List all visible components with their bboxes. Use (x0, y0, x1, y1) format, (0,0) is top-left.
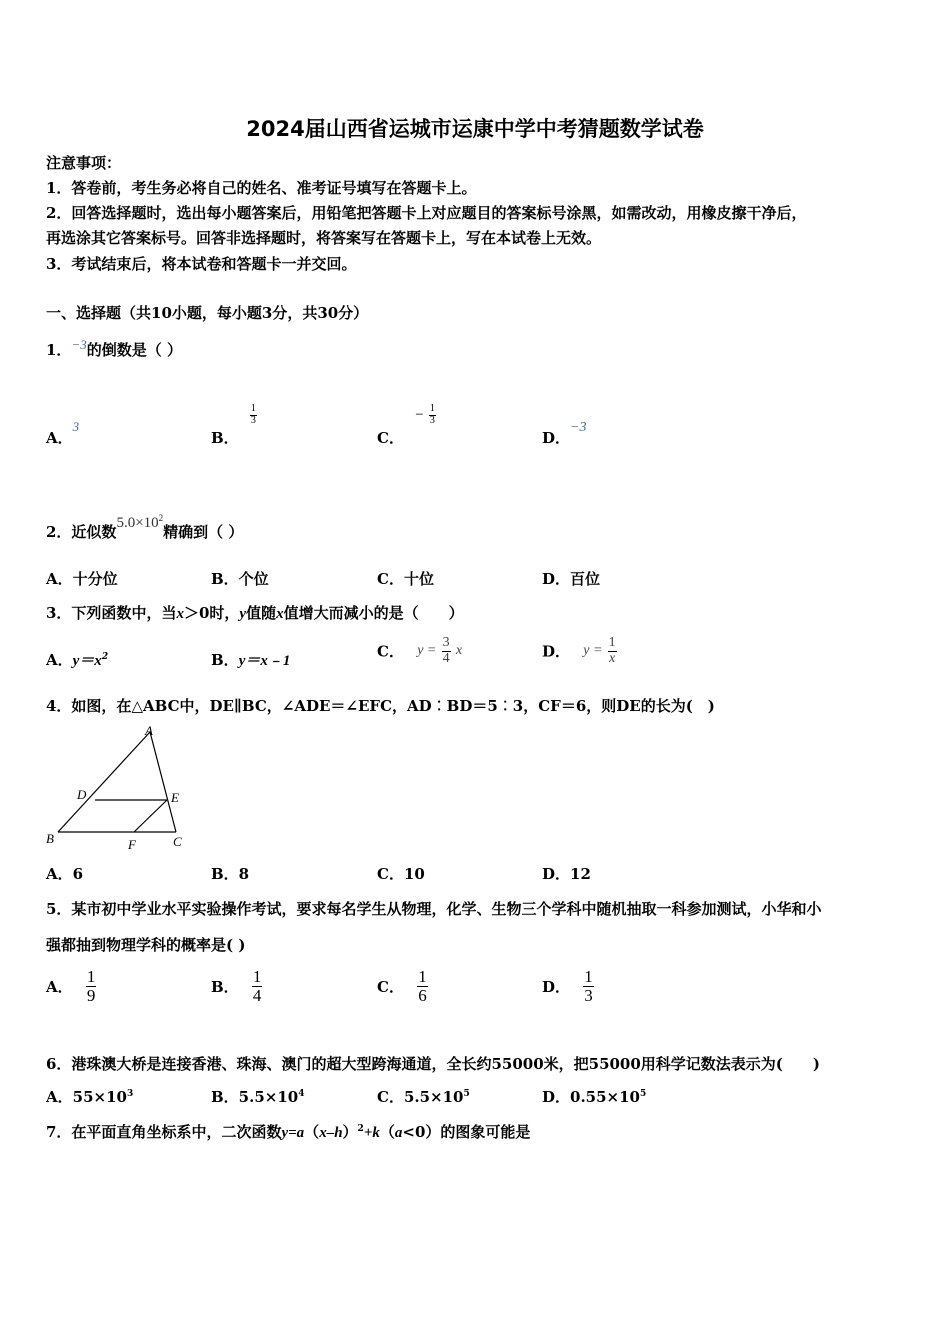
q2-option-b[interactable]: B．个位 (211, 570, 269, 588)
q1-expr: −3 (71, 337, 87, 352)
q6-b-label: B．5.5×10 (211, 1088, 299, 1106)
q3-c-num: 3 (442, 635, 450, 650)
q5-c-num: 1 (418, 967, 427, 986)
q6-option-d[interactable] (542, 1086, 646, 1107)
notice-line-1: 1．答卷前，考生务必将自己的姓名、准考证号填写在答题卡上。 (46, 179, 477, 197)
notice-line-3: 3．考试结束后，将本试卷和答题卡一并交回。 (46, 255, 357, 273)
q5-a-fraction (86, 968, 97, 1005)
question-5-line-1: 5．某市初中学业水平实验操作考试，要求每名学生从物理，化学、生物三个学科中随机抽取一科参加测试，小华和小 (46, 900, 822, 918)
q7-expr-1: y=a (281, 1125, 305, 1141)
question-3 (46, 602, 464, 623)
q6-option-a[interactable] (46, 1086, 133, 1107)
q6-option-b[interactable] (211, 1086, 304, 1107)
question-7 (46, 1121, 530, 1142)
q1-c-sign: − (415, 407, 424, 423)
q4-option-c[interactable]: C．10 (377, 865, 425, 883)
q3-option-c[interactable] (377, 636, 462, 666)
label-a: A (145, 723, 153, 738)
q2-option-d[interactable]: D．百位 (542, 570, 601, 588)
q2-expr (116, 515, 163, 531)
q1-option-a[interactable] (46, 419, 80, 448)
q5-b-label: B． (211, 977, 239, 996)
q6-c-label: C．5.5×10 (377, 1088, 464, 1106)
q3-option-d[interactable] (542, 636, 617, 666)
q3-y-1: y (239, 606, 247, 622)
q5-c-den: 6 (418, 985, 427, 1005)
q1-option-b[interactable] (211, 403, 256, 450)
q1-b-num: 1 (250, 403, 256, 414)
label-e: E (171, 790, 179, 805)
q1-c-den: 3 (429, 414, 435, 426)
q7-expr-4: a (394, 1125, 403, 1141)
q1-d-value: −3 (570, 420, 587, 435)
q2-expr-exp: 2 (158, 513, 164, 523)
q6-d-exp: 5 (639, 1089, 647, 1099)
q5-a-den: 9 (86, 985, 96, 1005)
q6-a-exp: 3 (126, 1089, 134, 1099)
q5-b-fraction (252, 968, 263, 1005)
q1-c-label: C． (377, 429, 404, 447)
q5-d-label: D． (542, 977, 571, 996)
question-6: 6．港珠澳大桥是连接香港、珠海、澳门的超大型跨海通道，全长约55000米，把55000用科学记数法表示为( ) (46, 1055, 821, 1073)
q2-option-a[interactable]: A．十分位 (46, 570, 118, 588)
label-f: F (128, 837, 136, 852)
question-5-line-2: 强都抽到物理学科的概率是( ) (46, 936, 246, 954)
q1-b-fraction (250, 404, 257, 426)
label-b: B (46, 831, 54, 846)
question-1 (46, 339, 182, 360)
q1-b-den: 3 (250, 414, 256, 426)
q3-c-den: 4 (442, 650, 450, 666)
notice-line-2a: 2．回答选择题时，选出每小题答案后，用铅笔把答题卡上对应题目的答案标号涂黑，如需改动，用橡皮擦干净后， (46, 204, 807, 222)
q1-option-c[interactable] (377, 403, 435, 450)
q1-option-d[interactable] (542, 420, 587, 448)
question-2 (46, 513, 244, 542)
q2-prefix: 2．近似数 (46, 523, 117, 541)
q4-option-a[interactable]: A．6 (46, 865, 84, 883)
q3-a-expr: y＝x (72, 653, 102, 669)
q3-a-exp: 2 (101, 652, 109, 662)
q6-b-exp: 4 (298, 1089, 305, 1099)
q5-b-num: 1 (252, 967, 262, 986)
q3-c-fraction (442, 636, 451, 666)
q3-c-label: C． (377, 642, 404, 661)
q3-d-num: 1 (608, 635, 616, 650)
q3-c-var: x (455, 643, 463, 659)
q1-d-label: D． (542, 429, 571, 447)
q3-a-label: A． (46, 651, 73, 669)
q7-expr-2: x–h (319, 1125, 343, 1141)
q2-expr-base: 5.0×10 (116, 515, 159, 531)
q3-text-2: ＞0时， (183, 604, 240, 622)
q3-x-2: x (276, 606, 284, 622)
q1-a-label: A． (46, 429, 73, 447)
q2-suffix: 精确到（ ） (163, 523, 244, 541)
q3-option-b[interactable] (211, 649, 290, 670)
q3-b-label: B． (211, 651, 239, 669)
q5-d-num: 1 (584, 967, 593, 986)
notice-line-2b: 再选涂其它答案标号。回答非选择题时，将答案写在答题卡上，写在本试卷上无效。 (46, 229, 602, 247)
q5-option-d[interactable] (542, 968, 594, 1005)
q3-d-label: D． (542, 642, 571, 661)
page-title: 2024届山西省运城市运康中学中考猜题数学试卷 (246, 117, 704, 141)
q3-text-3: 值随 (246, 604, 277, 622)
q5-a-label: A． (46, 977, 73, 996)
q3-option-a[interactable] (46, 649, 108, 670)
label-c: C (173, 834, 182, 849)
q1-b-label: B． (211, 429, 239, 447)
q3-text-1: 3．下列函数中，当 (46, 604, 177, 622)
q7-expr-3: +k (363, 1125, 380, 1141)
q6-d-label: D．0.55×10 (542, 1088, 640, 1106)
q1-prefix: 1． (46, 341, 72, 359)
q4-option-b[interactable]: B．8 (211, 865, 250, 883)
q7-text-1: 7．在平面直角坐标系中，二次函数 (46, 1123, 282, 1141)
q3-text-4: 值增大而减小的是（ ） (283, 604, 464, 622)
q5-c-label: C． (377, 977, 404, 996)
q4-option-d[interactable]: D．12 (542, 865, 591, 883)
q5-option-c[interactable] (377, 968, 428, 1005)
q3-d-lhs: y = (583, 643, 603, 659)
label-d: D (77, 787, 87, 802)
q3-d-fraction (608, 636, 617, 666)
q3-x-1: x (176, 606, 184, 622)
q3-d-den: x (609, 650, 616, 666)
notice-heading: 注意事项： (46, 154, 122, 172)
q6-c-exp: 5 (463, 1089, 470, 1099)
q1-c-num: 1 (429, 403, 435, 414)
q7-text-5: <0）的图象可能是 (402, 1123, 531, 1141)
q3-c-lhs: y = (417, 643, 437, 659)
q7-text-3: ） (342, 1123, 358, 1141)
q7-exp: 2 (357, 1124, 364, 1134)
q5-b-den: 4 (252, 985, 262, 1005)
q5-a-num: 1 (86, 967, 96, 986)
q3-b-expr: y＝x﹣1 (238, 653, 291, 669)
triangle-figure (40, 722, 200, 854)
q1-a-value: 3 (72, 419, 80, 434)
q2-option-c[interactable]: C．十位 (377, 570, 434, 588)
q7-text-2: （ (304, 1123, 320, 1141)
q7-text-4: （ (379, 1123, 395, 1141)
q5-option-a[interactable] (46, 968, 96, 1005)
question-4: 4．如图，在△ABC中，DE∥BC，∠ADE＝∠EFC，AD︰BD＝5︰3，CF＝6，则DE的长为( ) (46, 697, 715, 715)
q6-option-c[interactable] (377, 1086, 470, 1107)
q5-d-den: 3 (584, 985, 593, 1005)
q1-c-fraction (429, 404, 436, 426)
q5-c-fraction (417, 968, 428, 1005)
section-heading: 一、选择题（共10小题，每小题3分，共30分） (46, 304, 369, 322)
q6-a-label: A．55×10 (46, 1088, 127, 1106)
q5-option-b[interactable] (211, 968, 262, 1005)
q1-suffix: 的倒数是（ ） (86, 341, 182, 359)
q5-d-fraction (583, 968, 594, 1005)
